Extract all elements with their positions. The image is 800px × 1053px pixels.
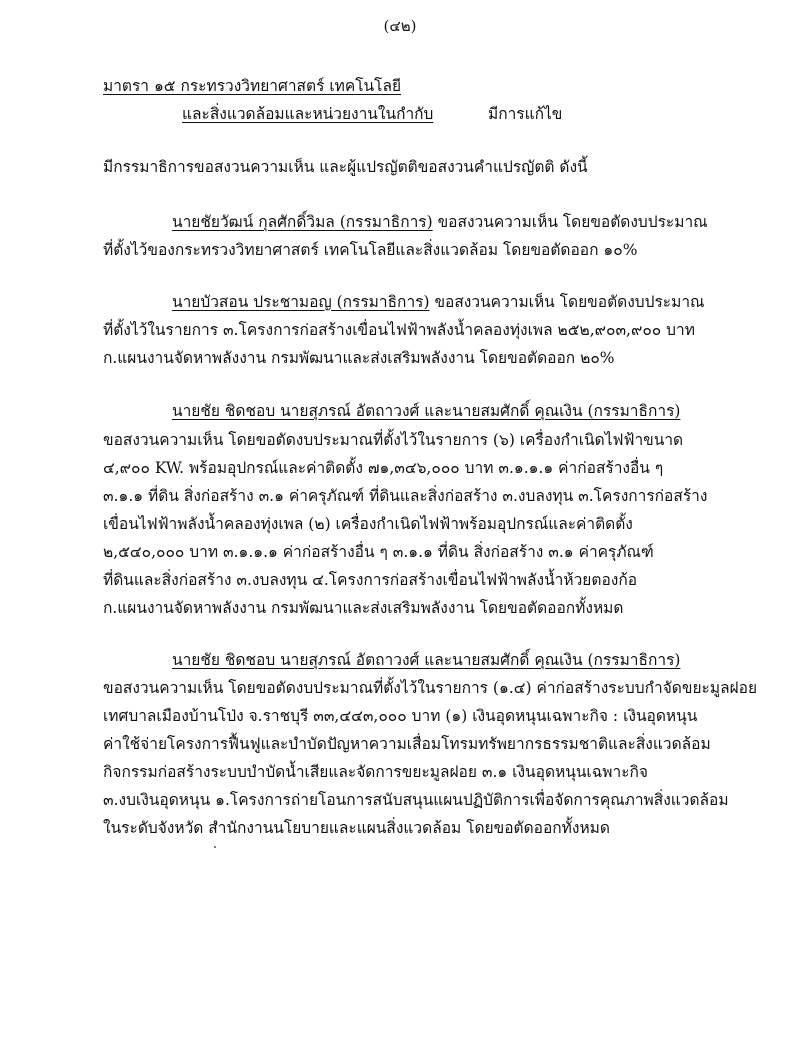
entry-4-line: ในระดับจังหวัด สำนักงานนโยบายและแผนสิ่งแวดล้อม โดยขอตัดออกทั้งหมด: [103, 819, 610, 837]
section-heading-subtitle: และสิ่งแวดล้อมและหน่วยงานในกำกับ: [182, 105, 434, 123]
entry-3-commissioner-names: นายชัย ชิดชอบ นายสุภรณ์ อัตถาวงศ์ และนายสมศักดิ์ คุณเงิน (กรรมาธิการ): [172, 402, 681, 420]
entry-2-line: ก.แผนงานจัดหาพลังงาน กรมพัฒนาและส่งเสริมพลังงาน โดยขอตัดออก ๒๐%: [103, 349, 615, 367]
entry-3-line: ขอสงวนความเห็น โดยขอตัดงบประมาณที่ตั้งไว้ในรายการ (๖) เครื่องกำเนิดไฟฟ้าขนาด: [103, 431, 684, 449]
scan-speck: [214, 846, 216, 848]
entry-3-line: ๓.๑.๑ ที่ดิน สิ่งก่อสร้าง ๓.๑ ค่าครุภัณฑ์ ที่ดินและสิ่งก่อสร้าง ๓.งบลงทุน ๓.โครงการก่อสร้าง: [103, 487, 708, 505]
entry-1-commissioner-name: นายชัยวัฒน์ กุลศักดิ์วิมล (กรรมาธิการ): [172, 213, 433, 231]
entry-3-line: ก.แผนงานจัดหาพลังงาน กรมพัฒนาและส่งเสริมพลังงาน โดยขอตัดออกทั้งหมด: [103, 599, 624, 617]
entry-3-line: ที่ดินและสิ่งก่อสร้าง ๓.งบลงทุน ๔.โครงการก่อสร้างเขื่อนไฟฟ้าพลังน้ำห้วยตองก้อ: [103, 571, 638, 589]
entry-4-line: เทศบาลเมืองบ้านโป่ง จ.ราชบุรี ๓๓,๔๔๓,๐๐๐ บาท (๑) เงินอุดหนุนเฉพาะกิจ : เงินอุดหนุน: [103, 707, 698, 725]
entry-2-first-line: [172, 292, 704, 312]
amendment-status: มีการแก้ไข: [488, 105, 563, 123]
entry-4-line: กิจกรรมก่อสร้างระบบบำบัดน้ำเสียและจัดการขยะมูลฝอย ๓.๑ เงินอุดหนุนเฉพาะกิจ: [103, 763, 648, 781]
entry-3-line: ๒,๕๔๐,๐๐๐ บาท ๓.๑.๑.๑ ค่าก่อสร้างอื่น ๆ ๓.๑.๑ ที่ดิน สิ่งก่อสร้าง ๓.๑ ค่าครุภัณฑ์: [103, 543, 654, 561]
entry-2-commissioner-name: นายบัวสอน ประชามอญ (กรรมาธิการ): [172, 293, 430, 311]
entry-4-commissioner-names: นายชัย ชิดชอบ นายสุภรณ์ อัตถาวงศ์ และนายสมศักดิ์ คุณเงิน (กรรมาธิการ): [172, 651, 681, 669]
section-heading: มาตรา ๑๕ กระทรวงวิทยาศาสตร์ เทคโนโลยี: [103, 77, 402, 95]
entry-1-opening: ขอสงวนความเห็น โดยขอตัดงบประมาณ: [432, 213, 708, 231]
page-number: (๔๒): [383, 17, 417, 35]
intro-text: มีกรรมาธิการขอสงวนความเห็น และผู้แปรญัตติขอสงวนคำแปรญัตติ ดังนี้: [103, 158, 588, 176]
entry-3-first-line: [172, 401, 680, 421]
entry-2-line: ที่ตั้งไว้ในรายการ ๓.โครงการก่อสร้างเขื่อนไฟฟ้าพลังน้ำคลองทุ่งเพล ๒๕๒,๙๐๓,๙๐๐ บาท: [103, 321, 695, 339]
entry-1-first-line: [172, 212, 708, 232]
entry-1-line: ที่ตั้งไว้ของกระทรวงวิทยาศาสตร์ เทคโนโลยีและสิ่งแวดล้อม โดยขอตัดออก ๑๐%: [103, 241, 638, 259]
entry-4-first-line: [172, 650, 680, 670]
entry-4-line: ๓.งบเงินอุดหนุน ๑.โครงการถ่ายโอนการสนับสนุนแผนปฏิบัติการเพื่อจัดการคุณภาพสิ่งแวดล้อม: [103, 791, 729, 809]
entry-4-line: ขอสงวนความเห็น โดยขอตัดงบประมาณที่ตั้งไว้ในรายการ (๑.๔) ค่าก่อสร้างระบบกำจัดขยะมูลฝอย: [103, 679, 758, 697]
entry-3-line: ๔,๙๐๐ KW. พร้อมอุปกรณ์และค่าติดตั้ง ๗๑,๓๔๖,๐๐๐ บาท ๓.๑.๑.๑ ค่าก่อสร้างอื่น ๆ: [103, 459, 664, 477]
entry-4-line: ค่าใช้จ่ายโครงการฟื้นฟูและบำบัดปัญหาความเสื่อมโทรมทรัพยากรธรรมชาติและสิ่งแวดล้อม: [103, 735, 711, 753]
entry-3-line: เขื่อนไฟฟ้าพลังน้ำคลองทุ่งเพล (๒) เครื่องกำเนิดไฟฟ้าพร้อมอุปกรณ์และค่าติดตั้ง: [103, 515, 633, 533]
entry-2-opening: ขอสงวนความเห็น โดยขอตัดงบประมาณ: [429, 293, 705, 311]
